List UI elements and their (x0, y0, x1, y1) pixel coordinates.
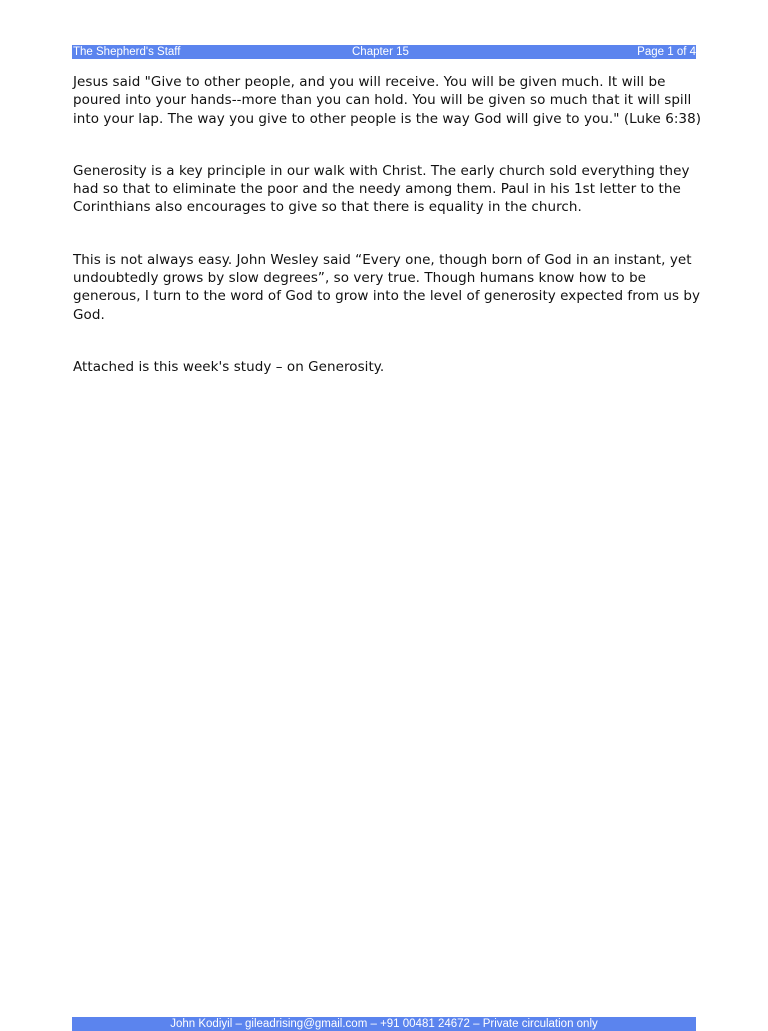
paragraph-study-note: Attached is this week's study – on Generosity. (73, 358, 385, 375)
paragraph-wesley-quote: This is not always easy. John Wesley said “Every one, though born of God in an instant, yet undoubtedly grows by slow degrees”, so very true. Though humans know how to be generous, I turn to the word of God to grow into the level of generosity expected from us by God. (73, 251, 701, 323)
footer-text: John Kodiyil – gileadrising@gmail.com – +91 00481 24672 – Private circulation only (170, 1018, 598, 1030)
page-header (72, 45, 696, 59)
page-footer (72, 1017, 696, 1031)
header-page-number: Page 1 of 4 (637, 46, 696, 58)
paragraph-generosity-principle: Generosity is a key principle in our walk with Christ. The early church sold everything they had so that to eliminate the poor and the needy among them. Paul in his 1st letter to the Corinthians also encourages to give so that there is equality in the church. (73, 162, 690, 216)
paragraph-luke-quote: Jesus said "Give to other people, and you will receive. You will be given much. It will be poured into your hands--more than you can hold. You will be given so much that it will spill into your lap. The way you give to other people is the way God will give to you." (Luke 6:38) (73, 74, 702, 127)
document-body (73, 73, 703, 410)
header-chapter: Chapter 15 (352, 46, 409, 58)
header-title: The Shepherd's Staff (73, 46, 181, 58)
